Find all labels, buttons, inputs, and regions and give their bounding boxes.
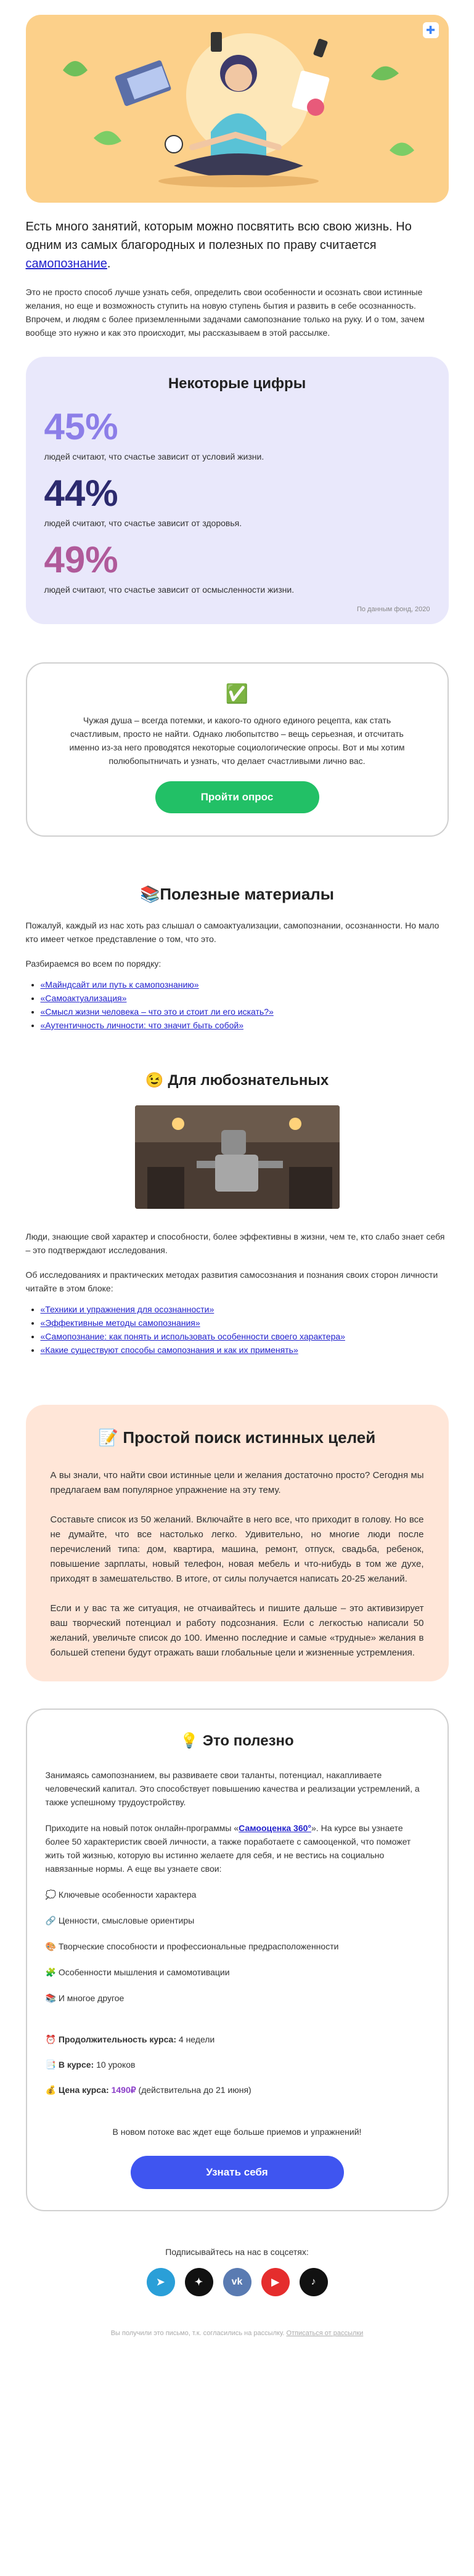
lessons-label: 📑 В курсе: (45, 2060, 94, 2070)
useful-p2-text: Приходите на новый поток онлайн-программы « (45, 1823, 239, 1833)
useful-paragraph-1: Занимаясь самопознанием, вы развиваете свои таланты, потенциал, накапливаете человеческий капитал. Это способствует повышению качества и реализации устремлений, а также успешному трудоустройству. (45, 1770, 420, 1807)
curious-link-4[interactable]: «Какие существуют способы самопознания и как их применять» (40, 1345, 298, 1355)
checkmark-icon: ✅ (225, 684, 249, 704)
goals-paragraph-2: Составьте список из 50 желаний. Включайте в него все, что приходит в голову. Но все не думайте, что все настолько легко. Удивительно, но многие люди после перечислений типа: дом, квартира, машина, ремонт, отпуск, свадьба, ребенок, повышение зарплаты, новый телефон, новая мебель и что-нибудь в том же духе, приходят в замешательство. В итоге, от силы получается написать 20-25 желаний. (50, 1514, 424, 1584)
hero-illustration (26, 15, 449, 203)
curious-text-1: Люди, знающие свой характер и способности, более эффективны в жизни, чем те, кто слабо знает себя – это подтверждают исследования. (25, 1232, 445, 1255)
take-survey-button[interactable]: Пройти опрос (155, 781, 319, 813)
curious-links (26, 1302, 449, 1357)
poll-text: Чужая душа – всегда потемки, и какого-то одного единого рецепта, как стать счастливым, просто не найти. Однако любопытство – вещь серьезная, и отсчитать именно из-за него проводятся некоторые социологические опросы. Вот и мы хотим полюбопытничать и узнать, что делает счастливыми лично вас. (69, 715, 405, 766)
meditating-woman-illustration (26, 15, 449, 203)
list-item (41, 1005, 449, 1018)
list-item (41, 1330, 449, 1343)
stat-text-3: людей считают, что счастье зависит от осмысленности жизни. (44, 585, 295, 595)
know-yourself-button[interactable]: Узнать себя (131, 2156, 344, 2189)
curious-link-1[interactable]: «Техники и упражнения для осознанности» (40, 1304, 215, 1314)
brand-logo-icon: ✚ (423, 22, 439, 38)
self-esteem-360-link[interactable]: Самооценка 360° (239, 1823, 312, 1833)
materials-link-3[interactable]: «Смысл жизни человека – что это и стоит ли его искать?» (40, 1007, 274, 1017)
stats-block (26, 357, 449, 624)
stat-text-2: людей считают, что счастье зависит от здоровья. (44, 518, 242, 528)
intro-lead (26, 217, 449, 273)
dzen-icon[interactable]: ✦ (185, 2268, 213, 2296)
useful-closing: В новом потоке вас ждет еще больше приемов и упражнений! (112, 2127, 362, 2137)
price-value: 1490₽ (108, 2085, 136, 2095)
telegram-icon[interactable]: ➤ (147, 2268, 175, 2296)
robot-photo-art (135, 1105, 340, 1209)
social-caption: Подписывайтесь на нас в соцсетях: (165, 2247, 309, 2257)
list-item (41, 1302, 449, 1316)
useful-p2-rest: ». На курсе вы узнаете более 50 характеристик своей личности, а также поработаете с самооценкой, что поможет жить той жизнью, которую вы истинно желаете для себя, и не вестись на социально навязанные нормы. А еще вы узнаете свои: (45, 1823, 411, 1874)
useful-card (26, 1709, 449, 2211)
useful-paragraph-2 (46, 1821, 429, 1875)
goals-title: 📝 Простой поиск истинных целей (98, 1428, 376, 1447)
goals-paragraph-3: Если и у вас та же ситуация, не отчаивайтесь и пишите дальше – это активизирует ваш творческий потенциал и работу подсознания. Если с легкостью написали 50 желаний, увеличьте список до 100. Именно последние и самые «трудные» желания в большей степени будут отражать ваши глобальные цели и жизненные устремления. (50, 1603, 424, 1658)
useful-title: 💡 Это полезно (180, 1733, 294, 1749)
tiktok-icon[interactable]: ♪ (300, 2268, 328, 2296)
footer-text: Вы получили это письмо, т.к. согласились на рассылку. (110, 2330, 287, 2337)
curious-link-2[interactable]: «Эффективные методы самопознания» (40, 1318, 200, 1328)
social-section (26, 2247, 449, 2296)
materials-text: Пожалуй, каждый из нас хоть раз слышал о самоактуализации, самопознании, осознанности. Но мало кто имеет четкое представление о том, что это. (25, 920, 439, 944)
lessons-value: 10 уроков (94, 2060, 136, 2070)
curious-text-2: Об исследованиях и практических методах развития самосознания и познания своих сторон личности читайте в этом блоке: (25, 1270, 438, 1293)
duration-value: 4 недели (176, 2034, 215, 2044)
goals-paragraph-1: А вы знали, что найти свои истинные цели и желания достаточно просто? Сегодня мы предлагаем вам популярное упражнение на эту тему. (50, 1470, 424, 1495)
list-item (41, 1343, 449, 1357)
stat-value-3: 49% (44, 539, 118, 580)
materials-link-2[interactable]: «Самоактуализация» (40, 993, 127, 1003)
footer (26, 2330, 449, 2337)
list-item (41, 1316, 449, 1330)
poll-card (26, 662, 449, 837)
self-knowledge-link[interactable]: самопознание (25, 257, 107, 270)
feature-item-1: 💭 Ключевые особенности характера (45, 1890, 197, 1899)
duration-label: ⏰ Продолжительность курса: (45, 2034, 176, 2044)
vk-icon[interactable]: vk (223, 2268, 251, 2296)
stat-text-1: людей считают, что счастье зависит от условий жизни. (44, 452, 264, 461)
goals-card (26, 1405, 449, 1681)
unsubscribe-link[interactable]: Отписаться от рассылки (286, 2330, 364, 2337)
list-item (41, 1018, 449, 1032)
course-price (46, 2085, 429, 2095)
feature-item-3: 🎨 Творческие способности и профессиональные предрасположенности (45, 1941, 339, 1951)
price-label: 💰 Цена курса: (45, 2085, 109, 2095)
materials-link-4[interactable]: «Аутентичность личности: что значит быть собой» (40, 1020, 243, 1030)
list-item (41, 991, 449, 1005)
stats-source: По данным фонд, 2020 (356, 606, 430, 613)
curious-title: 😉 Для любознательных (145, 1072, 329, 1089)
youtube-icon[interactable]: ▶ (261, 2268, 290, 2296)
course-lessons (46, 2060, 429, 2070)
materials-title: 📚Полезные материалы (139, 885, 335, 903)
stats-title: Некоторые цифры (168, 375, 306, 392)
materials-lead: Разбираемся во всем по порядку: (25, 959, 161, 969)
price-note: (действительна до 21 июня) (136, 2085, 251, 2095)
stat-value-2: 44% (44, 473, 118, 514)
feature-item-4: 🧩 Особенности мышления и самомотивации (45, 1967, 230, 1977)
course-duration (46, 2034, 429, 2045)
list-item (41, 978, 449, 991)
intro-lead-end: . (107, 257, 111, 270)
materials-link-1[interactable]: «Майндсайт или путь к самопознанию» (40, 980, 199, 989)
stat-value-1: 45% (44, 406, 118, 447)
intro-lead-text: Есть много занятий, которым можно посвятить всю свою жизнь. Но одним из самых благородных и полезных по праву считается (25, 220, 412, 252)
feature-item-5: 📚 И многое другое (45, 1993, 125, 2003)
feature-item-2: 🔗 Ценности, смысловые ориентиры (45, 1916, 195, 1925)
intro-paragraph: Это не просто способ лучше узнать себя, определить свои особенности и осознать свои истинные желания, но еще и возможность ступить на новую ступень бытия и развить в себе осознанность. Впрочем, и людям с более приземленными задачами самопознание только на руку. И о том, зачем вообще это нужно и как это происходит, мы рассказываем в этой рассылке. (25, 287, 425, 338)
social-icons-row (26, 2268, 449, 2296)
materials-links (26, 978, 449, 1032)
robot-photo (135, 1105, 340, 1209)
curious-link-3[interactable]: «Самопознание: как понять и использовать особенности своего характера» (40, 1331, 345, 1341)
